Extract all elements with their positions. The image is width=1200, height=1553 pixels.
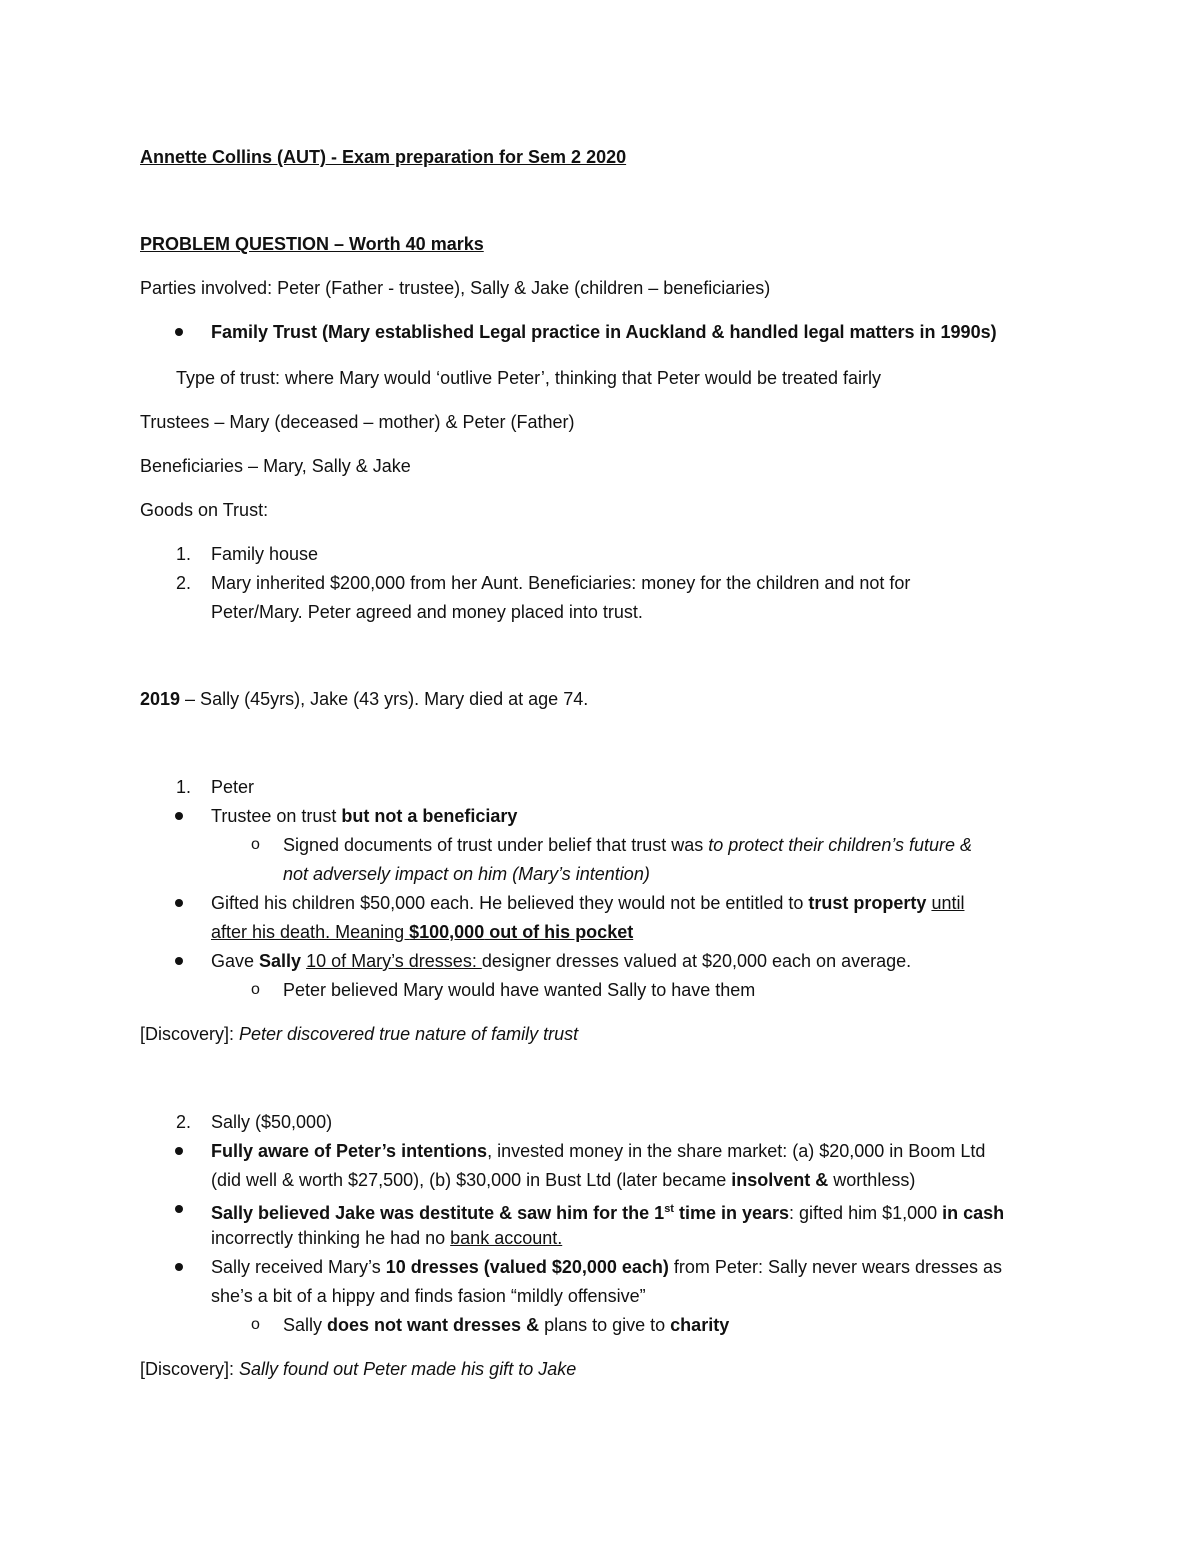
beneficiaries-line: Beneficiaries – Mary, Sally & Jake — [140, 456, 411, 476]
year-details: – Sally (45yrs), Jake (43 yrs). Mary died at age 74. — [180, 689, 589, 709]
goods-item-1: Family house — [211, 544, 319, 564]
text-run: Sally received Mary’s — [211, 1257, 386, 1277]
sally-bullet-2-line-2 — [211, 1227, 562, 1249]
list-number: 1. — [176, 777, 192, 797]
sub-bullet-icon: o — [251, 981, 260, 998]
text-run: Gifted his children $50,000 each. He believed they would not be entitled to — [211, 893, 809, 913]
bullet-icon — [175, 1147, 183, 1155]
text-run: Trustee on trust — [211, 806, 342, 826]
peter-heading: Peter — [211, 777, 255, 797]
goods-heading: Goods on Trust: — [140, 500, 269, 520]
discovery-text: Sally found out Peter made his gift to Jake — [239, 1359, 577, 1379]
superscript: st — [664, 1203, 674, 1215]
text-run: charity — [670, 1315, 730, 1335]
text-run: plans to give to — [539, 1315, 671, 1335]
list-number: 2. — [176, 573, 192, 593]
sally-heading: Sally ($50,000) — [211, 1112, 333, 1132]
text-run: Fully aware of Peter’s intentions — [211, 1141, 488, 1161]
list-number: 1. — [176, 544, 192, 564]
text-run: $100,000 — [409, 922, 485, 942]
text-run: trust property — [808, 893, 927, 913]
text-run: designer dresses valued at $20,000 each on average. — [481, 951, 912, 971]
text-run: bank account. — [450, 1228, 563, 1248]
sally-bullet-2-line-1 — [211, 1198, 1004, 1224]
text-run: to protect their children’s future & — [708, 835, 973, 855]
year-line — [140, 688, 588, 710]
bullet-icon — [175, 899, 183, 907]
family-trust-line: Family Trust (Mary established Legal practice in Auckland & handled legal matters in 1990s) — [211, 322, 997, 342]
text-run: time in years — [673, 1203, 790, 1223]
text-run: incorrectly thinking he had no — [211, 1228, 451, 1248]
text-run: , invested money in the share market: (a) $20,000 in Boom Ltd — [487, 1141, 986, 1161]
problem-heading: PROBLEM QUESTION – Worth 40 marks — [140, 234, 484, 254]
text-run: Sally — [259, 951, 302, 971]
text-run: in cash — [942, 1203, 1005, 1223]
discovery-label: [Discovery]: — [140, 1024, 240, 1044]
sally-sub-1 — [283, 1314, 729, 1336]
peter-discovery — [140, 1023, 578, 1045]
sally-discovery — [140, 1358, 576, 1380]
text-run: Sally believed Jake was destitute & saw him for the 1 — [211, 1203, 665, 1223]
sally-bullet-1-line-2 — [211, 1169, 915, 1191]
text-run: until — [931, 893, 965, 913]
text-run: (did well & worth $27,500), (b) $30,000 in Bust Ltd (later became — [211, 1170, 732, 1190]
text-run: Signed documents of trust under belief that trust was — [283, 835, 709, 855]
text-run: Gave — [211, 951, 260, 971]
bullet-icon — [175, 328, 183, 336]
peter-sub-2: Peter believed Mary would have wanted Sally to have them — [283, 980, 756, 1000]
text-run: insolvent & — [731, 1170, 829, 1190]
trustees-line: Trustees – Mary (deceased – mother) & Peter (Father) — [140, 412, 575, 432]
bullet-icon — [175, 1205, 183, 1213]
text-run: 10 of Mary’s dresses: — [306, 951, 482, 971]
peter-bullet-3 — [211, 950, 911, 972]
sally-bullet-1-line-1 — [211, 1140, 985, 1162]
peter-bullet-2-line-1 — [211, 892, 964, 914]
text-run: : gifted him $1,000 — [789, 1203, 943, 1223]
discovery-label: [Discovery]: — [140, 1359, 240, 1379]
document-title: Annette Collins (AUT) - Exam preparation for Sem 2 2020 — [140, 147, 627, 167]
text-run: Sally — [283, 1315, 328, 1335]
sally-bullet-3-line-1 — [211, 1256, 1002, 1278]
text-run: 10 dresses (valued $20,000 each) — [385, 1257, 669, 1277]
peter-bullet-2-line-2 — [211, 921, 633, 943]
sally-bullet-3-line-2: she’s a bit of a hippy and finds fasion “mildly offensive” — [211, 1286, 646, 1306]
sub-bullet-icon: o — [251, 836, 260, 853]
parties-line: Parties involved: Peter (Father - trustee), Sally & Jake (children – beneficiaries) — [140, 278, 771, 298]
discovery-text: Peter discovered true nature of family trust — [239, 1024, 579, 1044]
sub-bullet-icon: o — [251, 1316, 260, 1333]
bullet-icon — [175, 1263, 183, 1271]
goods-item-2-line-2: Peter/Mary. Peter agreed and money placed into trust. — [211, 602, 643, 622]
goods-item-2-line-1: Mary inherited $200,000 from her Aunt. Beneficiaries: money for the children and not for — [211, 573, 911, 593]
text-run: but not a beneficiary — [341, 806, 518, 826]
text-run: from Peter: Sally never wears dresses as — [668, 1257, 1003, 1277]
bullet-icon — [175, 957, 183, 965]
text-run: does not want dresses & — [327, 1315, 540, 1335]
type-of-trust-line: Type of trust: where Mary would ‘outlive Peter’, thinking that Peter would be treated fairly — [176, 368, 882, 388]
text-run: worthless) — [828, 1170, 916, 1190]
list-number: 2. — [176, 1112, 192, 1132]
bullet-icon — [175, 812, 183, 820]
peter-bullet-1 — [211, 805, 517, 827]
peter-sub-1-line-2: not adversely impact on him (Mary’s intention) — [283, 864, 650, 884]
text-run: out of his pocket — [484, 922, 634, 942]
text-run: after his death. Meaning — [211, 922, 410, 942]
peter-sub-1-line-1 — [283, 834, 972, 856]
year-label: 2019 — [140, 689, 181, 709]
